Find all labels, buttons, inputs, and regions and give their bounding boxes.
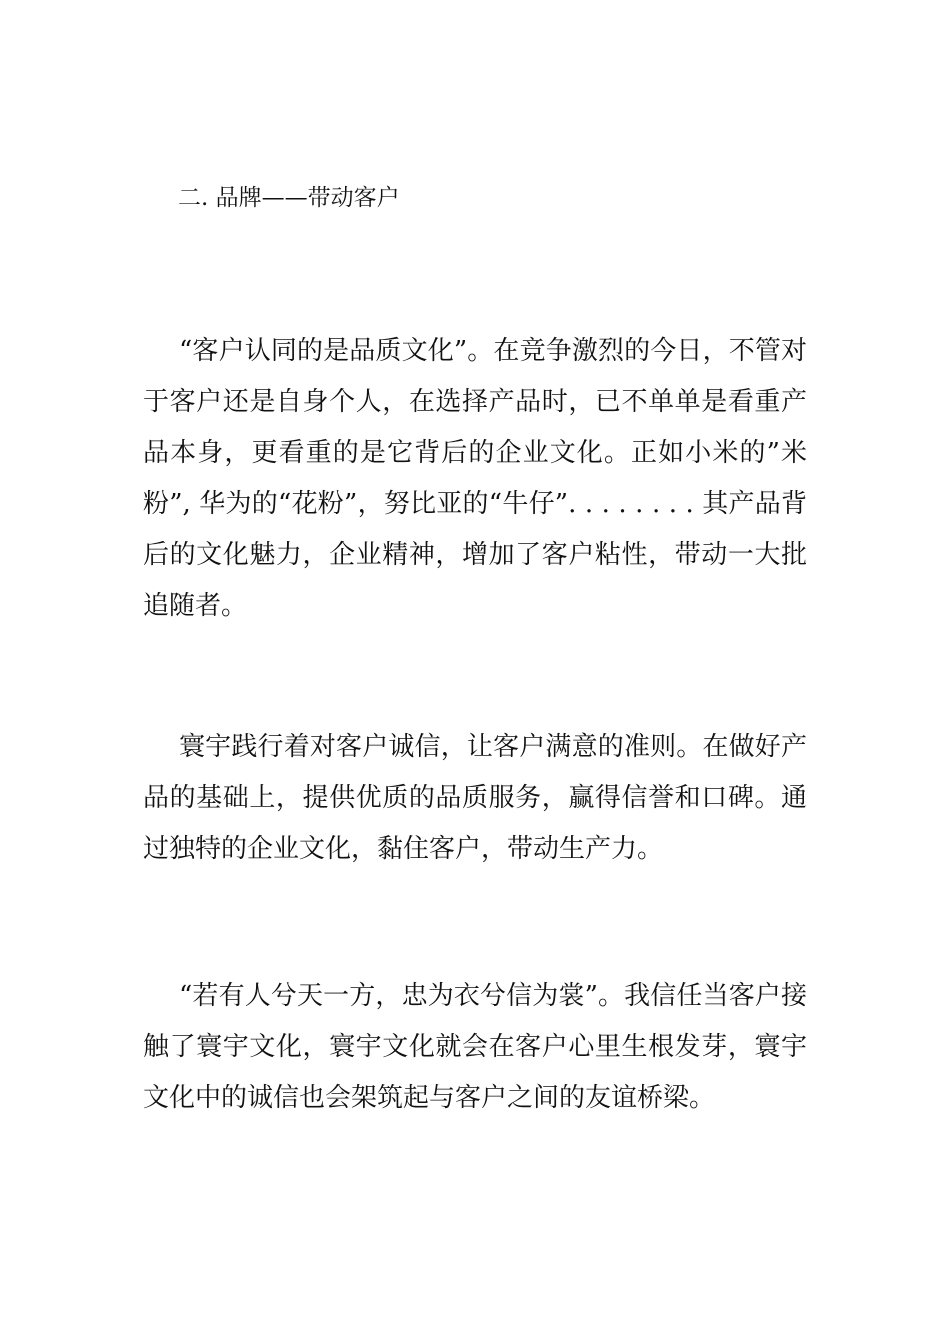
paragraph-brand-culture: “客户认同的是品质文化”。在竞争激烈的今日，不管对于客户还是自身个人，在选择产品时，已不单单是看重产品本身，更看重的是它背后的企业文化。正如小米的”米粉”, 华为的“花粉”，努比亚的“牛仔”. . . . . . . . 其产品背后的文化魅力，企业精神，增加了客户粘性，带动一大批追随者。 [143,336,807,621]
paragraph-integrity: 寰宇践行着对客户诚信，让客户满意的准则。在做好产品的基础上，提供优质的品质服务，赢得信誉和口碑。通过独特的企业文化，黏住客户，带动生产力。 [143,732,807,864]
paragraph-friendship: “若有人兮天一方，忠为衣兮信为裳”。我信任当客户接触了寰宇文化，寰宇文化就会在客户心里生根发芽，寰宇文化中的诚信也会架筑起与客户之间的友谊桥梁。 [143,981,807,1113]
section-heading: 二. 品牌——带动客户 [178,185,400,211]
